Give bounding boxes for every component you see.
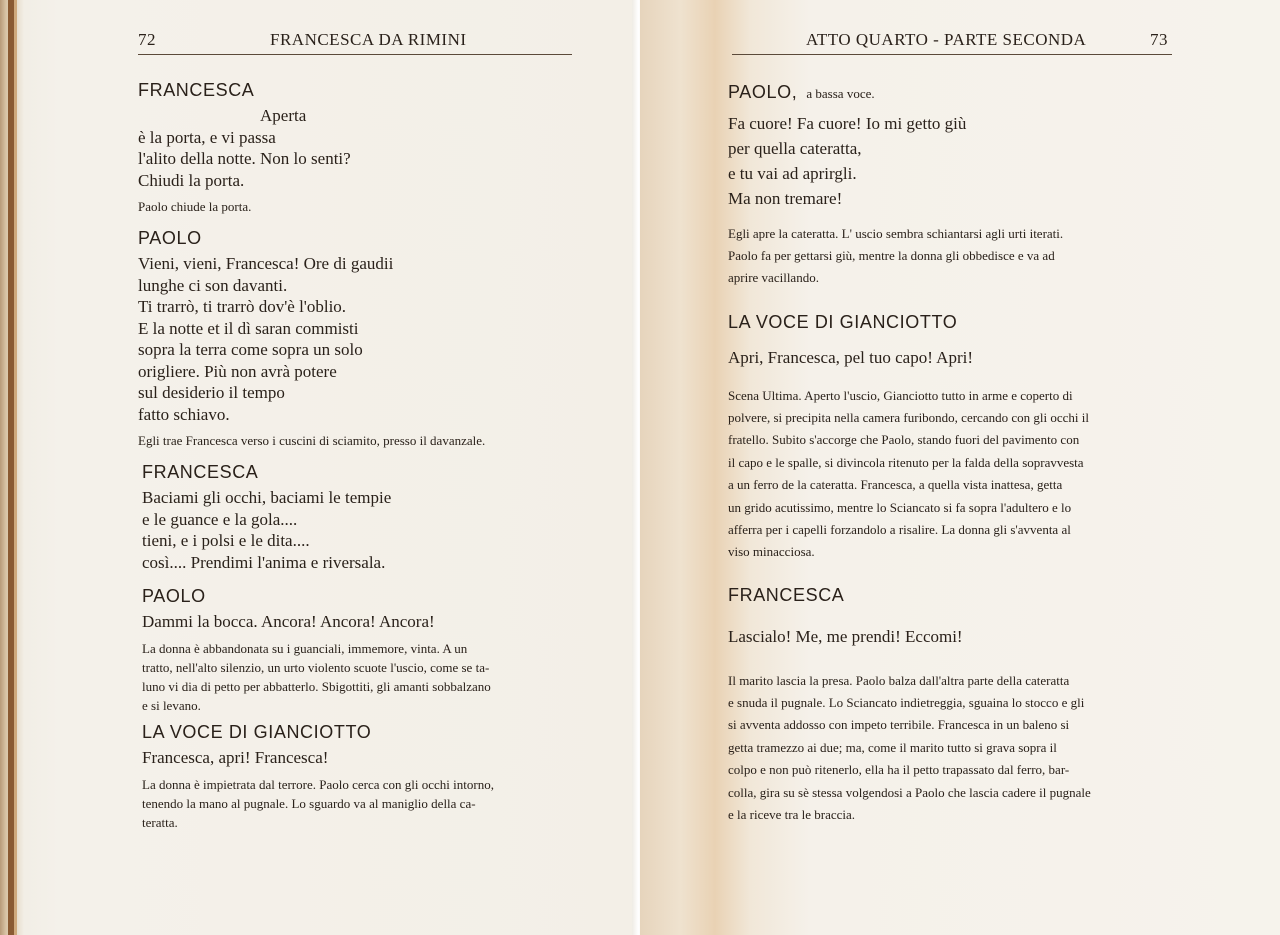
verse-line: per quella cateratta, (728, 139, 862, 158)
stage-line: si avventa addosso con impeto terribile. Francesca in un baleno si (728, 717, 1070, 733)
verse-line: Fa cuore! Fa cuore! Io mi getto giù (728, 114, 967, 133)
verse-line: Apri, Francesca, pel tuo capo! Apri! (728, 348, 973, 367)
stage-direction (142, 775, 582, 832)
stage-line: tratto, nell'alto silenzio, un urto violento scuote l'uscio, come se ta- (142, 659, 490, 675)
verse-line: Dammi la bocca. Ancora! Ancora! Ancora! (142, 612, 435, 631)
running-title: ATTO QUARTO - PARTE SECONDA (806, 30, 1087, 49)
stage-direction (142, 639, 582, 715)
speech-block (142, 722, 582, 832)
verse-line: Francesca, apri! Francesca! (142, 748, 329, 767)
stage-line: viso minacciosa. (728, 544, 815, 560)
verse-line: e le guance e la gola.... (142, 509, 298, 529)
stage-direction (728, 670, 1168, 827)
stage-line: afferra per i capelli forzandolo a risalire. La donna gli s'avventa al (728, 521, 1071, 537)
page-number: 73 (1150, 30, 1168, 49)
speaker-aside: a bassa voce. (806, 86, 875, 101)
verse-line: sul desiderio il tempo (138, 383, 285, 402)
stage-direction (728, 385, 1168, 564)
speech-block (728, 585, 1168, 826)
verse-line: è la porta, e vi passa (138, 127, 276, 147)
stage-line: e la riceve tra le braccia. (728, 806, 856, 822)
stage-line: colpo e non può ritenerlo, ella ha il petto trapassato dal ferro, bar- (728, 762, 1070, 778)
verse-line: tieni, e i polsi e le dita.... (142, 531, 310, 550)
header-rule (138, 54, 572, 55)
verse-line: così.... Prendimi l'anima e riversala. (142, 552, 386, 572)
stage-line: Paolo fa per gettarsi giù, mentre la donna gli obbedisce e va ad (728, 248, 1055, 263)
speech-block (728, 312, 1168, 564)
verse-line: origliere. Più non avrà potere (138, 361, 337, 381)
speaker-name: LA VOCE DI GIANCIOTTO (142, 722, 372, 742)
verse-line: e tu vai ad aprirgli. (728, 164, 857, 183)
verse-line: lunghe ci son davanti. (138, 275, 288, 295)
stage-direction: Paolo chiude la porta. (138, 199, 252, 214)
stage-line: luno vi dia di petto per abbatterlo. Sbigottiti, gli amanti sobbalzano (142, 678, 491, 694)
verse-line: Lascialo! Me, me prendi! Eccomi! (728, 627, 963, 646)
stage-line: fratello. Subito s'accorge che Paolo, stando fuori del pavimento con (728, 432, 1080, 448)
verse-line: l'alito della notte. Non lo senti? (138, 149, 351, 168)
stage-direction: Egli trae Francesca verso i cuscini di sciamito, presso il davanzale. (138, 433, 486, 448)
stage-line: La donna è impietrata dal terrore. Paolo cerca con gli occhi intorno, (142, 776, 494, 792)
running-title: FRANCESCA DA RIMINI (270, 30, 467, 49)
stage-line: e snuda il pugnale. Lo Sciancato indietreggia, sguaina lo stocco e gli (728, 694, 1085, 710)
verse-line: Ma non tremare! (728, 189, 843, 208)
book-edge-highlight (14, 0, 17, 935)
verse-line: sopra la terra come sopra un solo (138, 340, 363, 359)
verse-line: fatto schiavo. (138, 404, 230, 424)
header-rule (732, 54, 1172, 55)
stage-line: e si levano. (142, 697, 201, 713)
right-page (640, 0, 1280, 935)
speech-block (138, 228, 588, 450)
verse-line: Aperta (260, 106, 307, 125)
speaker-name: LA VOCE DI GIANCIOTTO (728, 312, 958, 332)
stage-line: tenendo la mano al pugnale. Lo sguardo va al maniglio della ca- (142, 795, 476, 811)
verse-line: Baciami gli occhi, baciami le tempie (142, 488, 392, 507)
speaker-name: FRANCESCA (138, 80, 255, 100)
stage-line: teratta. (142, 814, 178, 830)
verse-line: Chiudi la porta. (138, 170, 245, 190)
speech-block (138, 80, 578, 216)
stage-line: colla, gira su sè stessa volgendosi a Paolo che lascia cadere il pugnale (728, 784, 1091, 800)
stage-line: Egli apre la cateratta. L' uscio sembra schiantarsi agli urti iterati. (728, 226, 1064, 241)
stage-line: polvere, si precipita nella camera furibondo, cercando con gli occhi il (728, 409, 1089, 425)
speaker-name: PAOLO (138, 228, 202, 248)
stage-line: La donna è abbandonata su i guanciali, immemore, vinta. A un (142, 640, 468, 656)
speaker-name: FRANCESCA (142, 462, 259, 482)
stage-line: il capo e le spalle, si divincola ritenuto per la falda della sopravvesta (728, 454, 1084, 470)
stage-line: getta tramezzo ai due; ma, come il marito tutto si grava sopra il (728, 739, 1057, 755)
speech-block (142, 462, 582, 573)
stage-line: Scena Ultima. Aperto l'uscio, Gianciotto tutto in arme e coperto di (728, 387, 1073, 403)
verse-line: Ti trarrò, ti trarrò dov'è l'oblio. (138, 297, 347, 316)
stage-line: un grido acutissimo, mentre lo Sciancato si fa sopra l'adultero e lo (728, 499, 1072, 515)
stage-line: Il marito lascia la presa. Paolo balza dall'altra parte della cateratta (728, 672, 1070, 688)
stage-line: a un ferro de la cateratta. Francesca, a quella vista inattesa, getta (728, 477, 1063, 493)
stage-line: aprire vacillando. (728, 270, 819, 285)
speaker-heading (728, 82, 1168, 103)
speech-block (728, 82, 1168, 289)
verse-line: Vieni, vieni, Francesca! Ore di gaudii (138, 254, 394, 273)
page-number: 72 (138, 30, 156, 49)
stage-direction (728, 223, 1168, 289)
verse-line: E la notte et il dì saran commisti (138, 318, 359, 338)
speaker-name: FRANCESCA (728, 585, 845, 605)
speaker-name: PAOLO, (728, 82, 798, 102)
speech-block (142, 586, 582, 715)
speaker-name: PAOLO (142, 586, 206, 606)
